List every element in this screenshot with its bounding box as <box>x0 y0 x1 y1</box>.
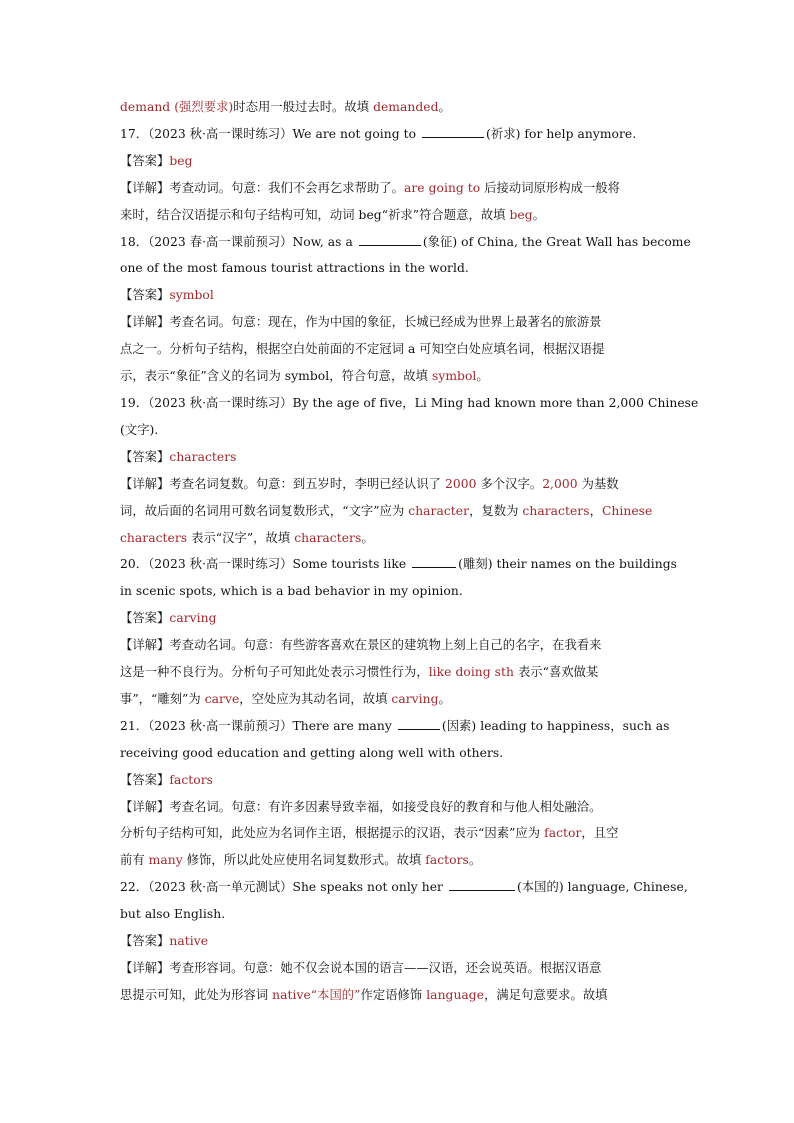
answer-tag: 【答案】 <box>120 772 170 787</box>
question-19-cont <box>120 417 680 444</box>
answer-text: carving <box>169 611 217 626</box>
explanation-21-cont2 <box>120 847 680 874</box>
explanation-18 <box>120 309 680 336</box>
question-17 <box>120 121 680 148</box>
highlight-text: characters <box>294 530 362 545</box>
question-text: one of the most famous tourist attractions in the world. <box>120 261 469 276</box>
body-text: 来时，结合汉语提示和句子结构可知，动词 beg“祈求”符合题意，故填 <box>120 207 510 222</box>
body-text: 。 <box>438 100 451 114</box>
highlight-text: carving <box>391 691 439 706</box>
explanation-tag: 【详解】 <box>120 961 170 975</box>
highlight-text: Chinese <box>601 503 653 518</box>
question-text: (本国的) language, Chinese, <box>516 880 688 895</box>
highlight-text: characters <box>522 503 590 518</box>
exercise-content <box>120 94 699 1009</box>
body-text: ，复数为 <box>469 503 523 518</box>
highlight-text: language <box>426 987 485 1002</box>
body-text: 示，表示“象征”含义的名词为 symbol，符合句意，故填 <box>120 369 432 384</box>
question-18 <box>120 229 691 256</box>
body-text: ， <box>589 503 602 518</box>
question-21 <box>120 713 680 740</box>
answer-tag: 【答案】 <box>120 288 170 303</box>
question-text: in scenic spots, which is a bad behavior in my opinion. <box>120 584 463 599</box>
body-text: 事”，“雕刻”为 <box>120 691 205 706</box>
body-text: 考查名词。句意：现在，作为中国的象征，长城已经成为世界上最著名的旅游景 <box>169 315 602 330</box>
text-line <box>120 94 680 121</box>
highlight-text: 2000 <box>444 476 477 491</box>
body-text: 前有 <box>120 853 149 868</box>
answer-20 <box>120 605 680 632</box>
highlight-text: native“本国的” <box>272 987 361 1002</box>
answer-tag: 【答案】 <box>120 934 170 949</box>
body-text: 分析句子结构可知，此处应为名词作主语，根据提示的汉语，表示“因素”应为 <box>120 826 545 841</box>
answer-blank <box>449 876 515 891</box>
body-text: 。 <box>361 530 374 545</box>
body-text: ，满足句意要求。故填 <box>484 987 608 1002</box>
question-22-cont <box>120 901 680 928</box>
explanation-18-cont2 <box>120 363 680 390</box>
explanation-17-cont <box>120 202 680 229</box>
question-text: 21．（2023 秋·高一课前预习）There are many <box>120 718 396 733</box>
body-text: 为基数 <box>577 476 619 491</box>
answer-tag: 【答案】 <box>120 449 170 464</box>
highlight-text: 2,000 <box>542 476 578 491</box>
answer-tag: 【答案】 <box>120 153 170 168</box>
question-text: but also English. <box>120 907 226 922</box>
body-text: 表示“汉字”，故填 <box>187 530 295 545</box>
answer-blank <box>412 553 456 568</box>
answer-text: demanded <box>373 100 439 114</box>
highlight-text: character <box>408 503 470 518</box>
body-text: ，空处应为其动名词，故填 <box>239 691 392 706</box>
answer-text: symbol <box>169 288 214 303</box>
answer-18 <box>120 282 680 309</box>
body-text: 考查名词。句意：有许多因素导致幸福，如接受良好的教育和与他人相处融洽。 <box>169 799 602 814</box>
highlight-text: demand (强烈要求) <box>120 100 234 114</box>
explanation-21 <box>120 794 680 821</box>
body-text: 词，故后面的名词用可数名词复数形式，“文字”应为 <box>120 503 409 518</box>
question-text: (文字). <box>120 422 159 437</box>
explanation-21-cont <box>120 820 680 847</box>
answer-tag: 【答案】 <box>120 611 170 626</box>
body-text: 考查形容词。句意：她不仅会说本国的语言——汉语，还会说英语。根据汉语意 <box>169 961 602 975</box>
body-text: ，且空 <box>581 826 619 841</box>
answer-text: characters <box>169 449 237 464</box>
question-text: receiving good education and getting along well with others. <box>120 745 504 760</box>
explanation-tag: 【详解】 <box>120 180 170 195</box>
explanation-18-cont <box>120 336 680 363</box>
explanation-tag: 【详解】 <box>120 799 170 814</box>
body-text: 思提示可知，此处为形容词 <box>120 987 273 1002</box>
highlight-text: symbol <box>431 369 477 384</box>
body-text: 。 <box>468 853 482 868</box>
explanation-22-cont <box>120 982 680 1009</box>
body-text: 考查名词复数。句意：到五岁时，李明已经认识了 <box>169 476 445 491</box>
highlight-text: factor <box>544 826 582 841</box>
body-text: 这是一种不良行为。分析句子可知此处表示习惯性行为， <box>120 665 429 680</box>
answer-blank <box>398 715 440 730</box>
answer-19 <box>120 444 680 471</box>
body-text: 修饰，所以此处应使用名词复数形式。故填 <box>182 853 426 868</box>
question-text: 20．（2023 秋·高一课时练习）Some tourists like <box>120 557 411 572</box>
explanation-19-cont <box>120 498 680 525</box>
answer-22 <box>120 928 680 955</box>
explanation-20 <box>120 632 680 659</box>
explanation-20-cont <box>120 659 680 686</box>
answer-blank <box>359 231 421 246</box>
highlight-text: factors <box>425 853 469 868</box>
question-18-cont <box>120 255 680 282</box>
highlight-text: many <box>148 853 183 868</box>
highlight-text: beg <box>509 207 533 222</box>
body-text: 考查动名词。句意：有些游客喜欢在景区的建筑物上刻上自己的名字，在我看来 <box>169 638 602 653</box>
explanation-17 <box>120 175 680 202</box>
body-text: 作定语修饰 <box>360 987 427 1002</box>
answer-text: native <box>169 934 209 949</box>
body-text: 。 <box>532 207 546 222</box>
question-text: 22．（2023 秋·高一单元测试）She speaks not only her <box>120 880 447 895</box>
answer-17 <box>120 148 680 175</box>
question-21-cont <box>120 740 680 767</box>
question-text: (雕刻) their names on the buildings <box>458 557 678 572</box>
body-text: 。 <box>438 691 451 706</box>
body-text: 表示“喜欢做某 <box>513 665 599 680</box>
question-text: (因素) leading to happiness，such as <box>441 718 670 733</box>
highlight-text: are going to <box>403 180 481 195</box>
explanation-tag: 【详解】 <box>120 638 170 653</box>
explanation-20-cont2 <box>120 686 680 713</box>
question-22 <box>120 874 688 901</box>
answer-21 <box>120 767 680 794</box>
question-20-cont <box>120 578 680 605</box>
explanation-22 <box>120 955 680 982</box>
highlight-text: characters <box>120 530 188 545</box>
body-text: 考查动词。句意：我们不会再乞求帮助了。 <box>169 180 404 195</box>
answer-blank <box>422 123 484 138</box>
highlight-text: carve <box>204 691 240 706</box>
answer-text: factors <box>169 772 214 787</box>
question-text: (祈求) for help anymore. <box>486 126 637 141</box>
question-19 <box>120 390 699 417</box>
question-text: 18．（2023 春·高一课前预习）Now, as a <box>120 234 357 249</box>
question-text: (象征) of China, the Great Wall has become <box>422 234 691 249</box>
explanation-19-cont2 <box>120 525 680 552</box>
answer-text: beg <box>169 153 193 168</box>
body-text: 点之一。分析句子结构，根据空白处前面的不定冠词 a 可知空白处应填名词，根据汉语提 <box>120 342 605 357</box>
body-text: 多个汉字。 <box>476 476 543 491</box>
body-text: 。 <box>476 369 489 384</box>
body-text: 时态用一般过去时。故填 <box>233 100 374 114</box>
highlight-text: like doing sth <box>428 665 514 680</box>
question-text: 19．（2023 秋·高一课时练习）By the age of five，Li Ming had known more than 2,000 Chinese <box>120 395 699 410</box>
explanation-19 <box>120 471 680 498</box>
body-text: 后接动词原形构成一般将 <box>480 180 621 195</box>
explanation-tag: 【详解】 <box>120 315 170 330</box>
question-20 <box>120 551 680 578</box>
explanation-tag: 【详解】 <box>120 476 170 491</box>
question-text: 17．（2023 秋·高一课时练习）We are not going to <box>120 126 421 141</box>
